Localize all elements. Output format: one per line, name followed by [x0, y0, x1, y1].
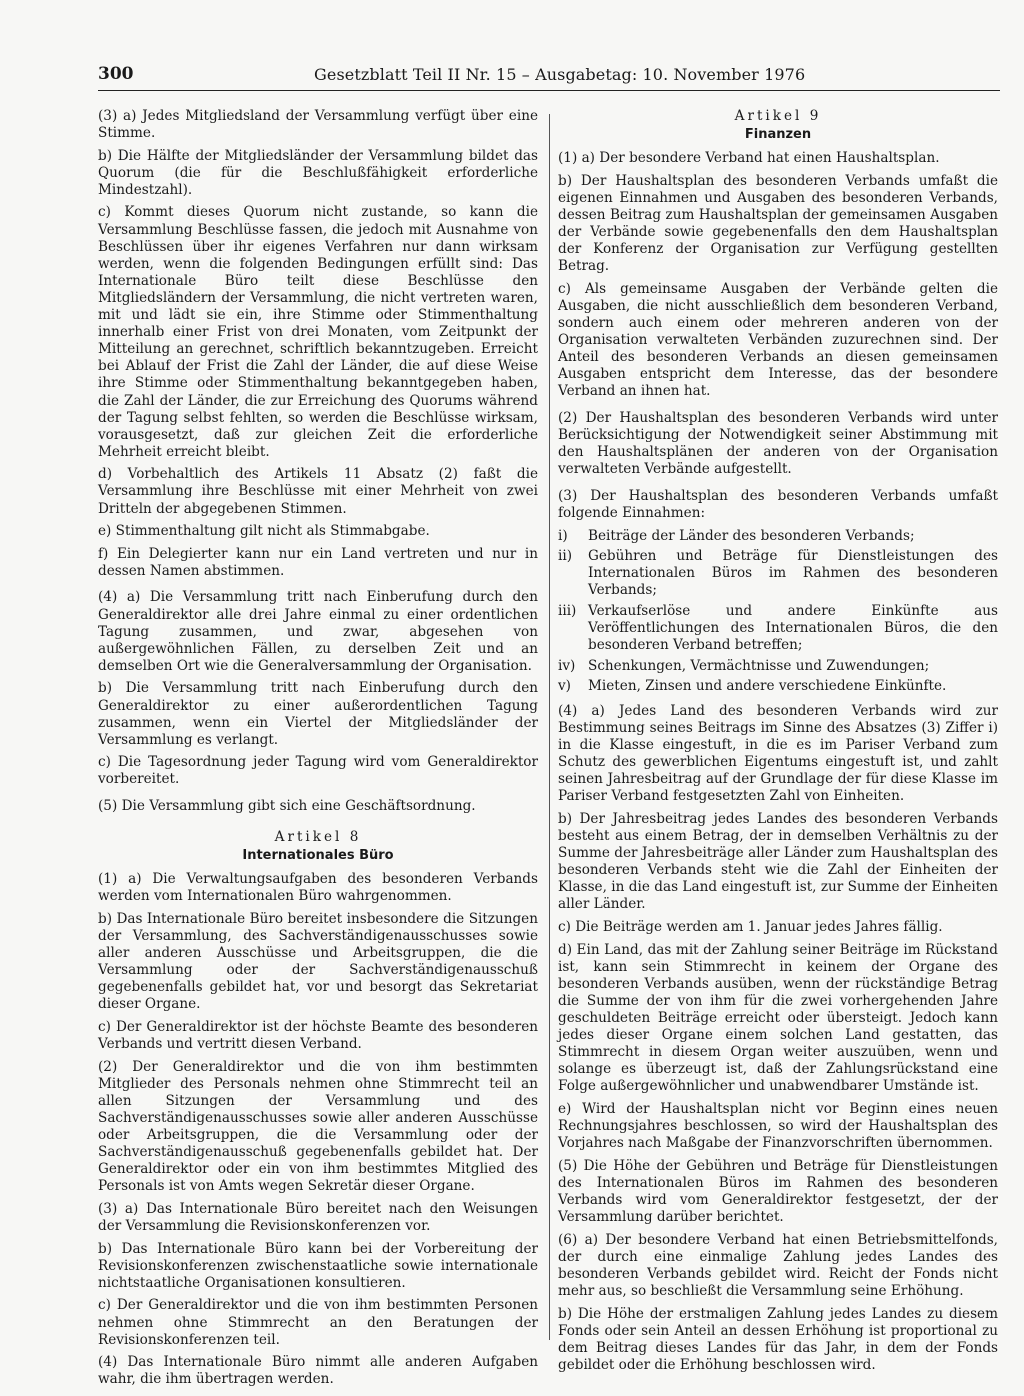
page-title: Gesetzblatt Teil II Nr. 15 – Ausgabetag: 10. November 1976 [314, 65, 806, 84]
paragraph: b) Die Versammlung tritt nach Einberufung durch den Generaldirektor zu einer außerordentlichen Tagung zusammen, wenn ein Viertel der Mitgliedsländer der Versammlung es verlangt. [98, 680, 538, 748]
paragraph: (5) Die Höhe der Gebühren und Beträge für Dienstleistungen des Internationalen Büros im Rahmen des besonderen Verbands wird vom Generaldirektor festgesetzt, der der Versammlung darüber berichtet. [558, 1157, 998, 1226]
paragraph: (1) a) Die Verwaltungsaufgaben des besonderen Verbands werden vom Internationalen Büro wahrgenommen. [98, 871, 538, 905]
paragraph: b) Das Internationale Büro bereitet insbesondere die Sitzungen der Versammlung, des Sachverständigenausschusses sowie aller anderen Ausschüsse und Arbeitsgruppen, die die Versammlung oder der Sachverständigenausschuß gegebenenfalls gebildet hat, vor und besorgt das Sekretariat dieser Organe. [98, 910, 538, 1013]
list-marker: iv) [558, 657, 576, 674]
list-item [558, 678, 998, 695]
paragraph: (4) a) Jedes Land des besonderen Verbands wird zur Bestimmung seines Beitrags im Sinne des Absatzes (3) Ziffer i) in die Klasse eingestuft, in die es im Pariser Verband zum Schutz des gewerblichen Eigentums eingestuft ist, und zahlt seinen Jahresbeitrag auf der Grundlage der für diese Klasse im Pariser Verband festgesetzten Zahl von Einheiten. [558, 702, 998, 805]
paragraph: c) Die Tagesordnung jeder Tagung wird vom Generaldirektor vorbereitet. [98, 754, 538, 788]
article-8-subheading: Internationales Büro [242, 848, 394, 864]
paragraph: b) Die Hälfte der Mitgliedsländer der Versammlung bildet das Quorum (die für die Beschlußfähigkeit erforderliche Mindestzahl). [98, 147, 538, 198]
paragraph: c) Als gemeinsame Ausgaben der Verbände gelten die Ausgaben, die nicht ausschließlich dem besonderen Verband, sondern auch einem oder mehreren anderen von der Organisation verwalteten Verbänden zuzurechnen sind. Der Anteil des besonderen Verbands an diesen gemeinsamen Ausgaben entspricht dem Interesse, das der besondere Verband an ihnen hat. [558, 280, 998, 400]
list-text: Gebühren und Beträge für Dienstleistungen des Internationalen Büros im Rahmen des besonderen Verbands; [588, 548, 998, 599]
page-number: 300 [98, 64, 134, 84]
list-item [558, 548, 998, 599]
paragraph: c) Kommt dieses Quorum nicht zustande, so kann die Versammlung Beschlüsse fassen, die jedoch mit Ausnahme von Beschlüssen über ihr eigenes Verfahren nur dann wirksam werden, wenn die folgenden Bedingungen erfüllt sind: Das Internationale Büro teilt diese Beschlüsse den Mitgliedsländern der Versammlung, die nicht vertreten waren, mit und lädt sie ein, ihre Stimme oder Stimmenthaltung innerhalb einer Frist von drei Monaten, vom Zeitpunkt der Mitteilung an gerechnet, schriftlich bekanntzugeben. Erreicht bei Ablauf der Frist die Zahl der Länder, die auf diese Weise ihre Stimme oder Stimmenthaltung bekanntgegeben haben, die Zahl der Länder, die zur Erreichung des Quorums während der Tagung selbst fehlten, so werden die Beschlüsse wirksam, vorausgesetzt, daß zur gleichen Zeit die erforderliche Mehrheit erreicht bleibt. [98, 204, 538, 460]
column-divider [549, 114, 550, 1340]
paragraph: e) Stimmenthaltung gilt nicht als Stimmabgabe. [98, 523, 430, 540]
paragraph: c) Die Beiträge werden am 1. Januar jedes Jahres fällig. [558, 919, 943, 936]
list-text: Verkaufserlöse und andere Einkünfte aus Veröffentlichungen des Internationalen Büros, die den besonderen Verband betreffen; [588, 602, 998, 654]
paragraph: c) Der Generaldirektor ist der höchste Beamte des besonderen Verbands und vertritt diesen Verband. [98, 1019, 538, 1053]
paragraph: b) Der Jahresbeitrag jedes Landes des besonderen Verbands besteht aus einem Betrag, der in demselben Verhältnis zu der Summe der Jahresbeiträge aller Länder zum Haushaltsplan des besonderen Verbands steht wie die Zahl der Einheiten der Klasse, in die das Land eingestuft ist, zur Summe der Einheiten aller Länder. [558, 810, 998, 913]
list-marker: iii) [558, 602, 577, 619]
article-8-heading: Artikel 8 [274, 829, 362, 846]
paragraph: b) Das Internationale Büro kann bei der Vorbereitung der Revisionskonferenzen zwischenstaatliche sowie internationale nichtstaatliche Organisationen konsultieren. [98, 1240, 538, 1291]
paragraph: (5) Die Versammlung gibt sich eine Geschäftsordnung. [98, 797, 476, 814]
paragraph: e) Wird der Haushaltsplan nicht vor Beginn eines neuen Rechnungsjahres beschlossen, so wird der Haushaltsplan des Vorjahres nach Maßgabe der Finanzvorschriften übernommen. [558, 1100, 998, 1152]
paragraph: (4) a) Die Versammlung tritt nach Einberufung durch den Generaldirektor alle drei Jahre einmal zu einer ordentlichen Tagung zusammen, und zwar, abgesehen von außergewöhnlichen Fällen, zu derselben Zeit und an demselben Ort wie die Generalversammlung der Organisation. [98, 589, 538, 674]
right-column [558, 108, 998, 1379]
paragraph: (2) Der Generaldirektor und die von ihm bestimmten Mitglieder des Personals nehmen ohne Stimmrecht teil an allen Sitzungen der Versammlung und des Sachverständigenausschusses sowie aller anderen Ausschüsse oder Arbeitsgruppen, die die Versammlung oder der Sachverständigenausschuß gegebenenfalls gebildet hat. Der Generaldirektor oder ein von ihm bestimmtes Mitglied des Personals ist von Amts wegen Sekretär dieser Organe. [98, 1058, 538, 1195]
left-column [98, 108, 538, 1394]
paragraph: (3) a) Jedes Mitgliedsland der Versammlung verfügt über eine Stimme. [98, 108, 538, 142]
list-item [558, 603, 998, 654]
paragraph: (1) a) Der besondere Verband hat einen Haushaltsplan. [558, 150, 940, 167]
paragraph: (4) Das Internationale Büro nimmt alle anderen Aufgaben wahr, die ihm übertragen werden. [98, 1354, 538, 1388]
list-item [558, 658, 998, 675]
paragraph: (3) Der Haushaltsplan des besonderen Verbands umfaßt folgende Einnahmen: [558, 487, 998, 521]
paragraph: c) Der Generaldirektor und die von ihm bestimmten Personen nehmen ohne Stimmrecht an den Beratungen der Revisionskonferenzen teil. [98, 1297, 538, 1348]
list-marker: i) [558, 527, 568, 544]
paragraph: f) Ein Delegierter kann nur ein Land vertreten und nur in dessen Namen abstimmen. [98, 545, 538, 579]
article-9-heading: Artikel 9 [734, 108, 822, 124]
page-header [98, 62, 1000, 91]
paragraph: (2) Der Haushaltsplan des besonderen Verbands wird unter Berücksichtigung der Notwendigkeit seiner Abstimmung mit den Haushaltsplänen der anderen von der Organisation verwalteten Verbände aufgestellt. [558, 410, 998, 478]
paragraph: d) Ein Land, das mit der Zahlung seiner Beiträge im Rückstand ist, kann sein Stimmrecht in keinem der Organe des besonderen Verbands ausüben, wenn der rückständige Betrag die Summe der von ihm für die zwei vorhergehenden Jahre geschuldeten Beiträge erreicht oder übersteigt. Jedoch kann jedes dieser Organe einem solchen Land gestatten, das Stimmrecht in diesem Organ weiter auszuüben, wenn und solange es überzeugt ist, daß der Zahlungsrückstand eine Folge außergewöhnlicher und unabwendbarer Umstände ist. [558, 941, 998, 1095]
list-text: Schenkungen, Vermächtnisse und Zuwendungen; [588, 657, 930, 674]
paragraph: (3) a) Das Internationale Büro bereitet nach den Weisungen der Versammlung die Revisionskonferenzen vor. [98, 1200, 538, 1235]
list-marker: ii) [558, 548, 572, 565]
list-marker: v) [558, 678, 571, 695]
article-9-subheading: Finanzen [744, 127, 812, 143]
paragraph: b) Die Höhe der erstmaligen Zahlung jedes Landes zu diesem Fonds oder sein Anteil an dessen Erhöhung ist proportional zu dem Beitrag dieses Landes für das Jahr, in dem der Fonds gebildet oder die Erhöhung beschlossen wird. [558, 1305, 998, 1373]
list-text: Beiträge der Länder des besonderen Verbands; [588, 527, 915, 544]
paragraph: b) Der Haushaltsplan des besonderen Verbands umfaßt die eigenen Einnahmen und Ausgaben des besonderen Verbands, dessen Beitrag zum Haushaltsplan der gemeinsamen Ausgaben der Verbände sowie gegebenenfalls den dem Haushaltsplan der Konferenz der Organisation zur Verfügung gestellten Betrag. [558, 172, 998, 275]
list-text: Mieten, Zinsen und andere verschiedene Einkünfte. [588, 678, 947, 695]
list-item [558, 528, 998, 545]
paragraph: (6) a) Der besondere Verband hat einen Betriebsmittelfonds, der durch eine einmalige Zahlung jedes Landes des besonderen Verbands gebildet wird. Reicht der Fonds nicht mehr aus, so beschließt die Versammlung seine Erhöhung. [558, 1231, 998, 1299]
paragraph: d) Vorbehaltlich des Artikels 11 Absatz (2) faßt die Versammlung ihre Beschlüsse mit einer Mehrheit von zwei Dritteln der abgegebenen Stimmen. [98, 466, 538, 517]
